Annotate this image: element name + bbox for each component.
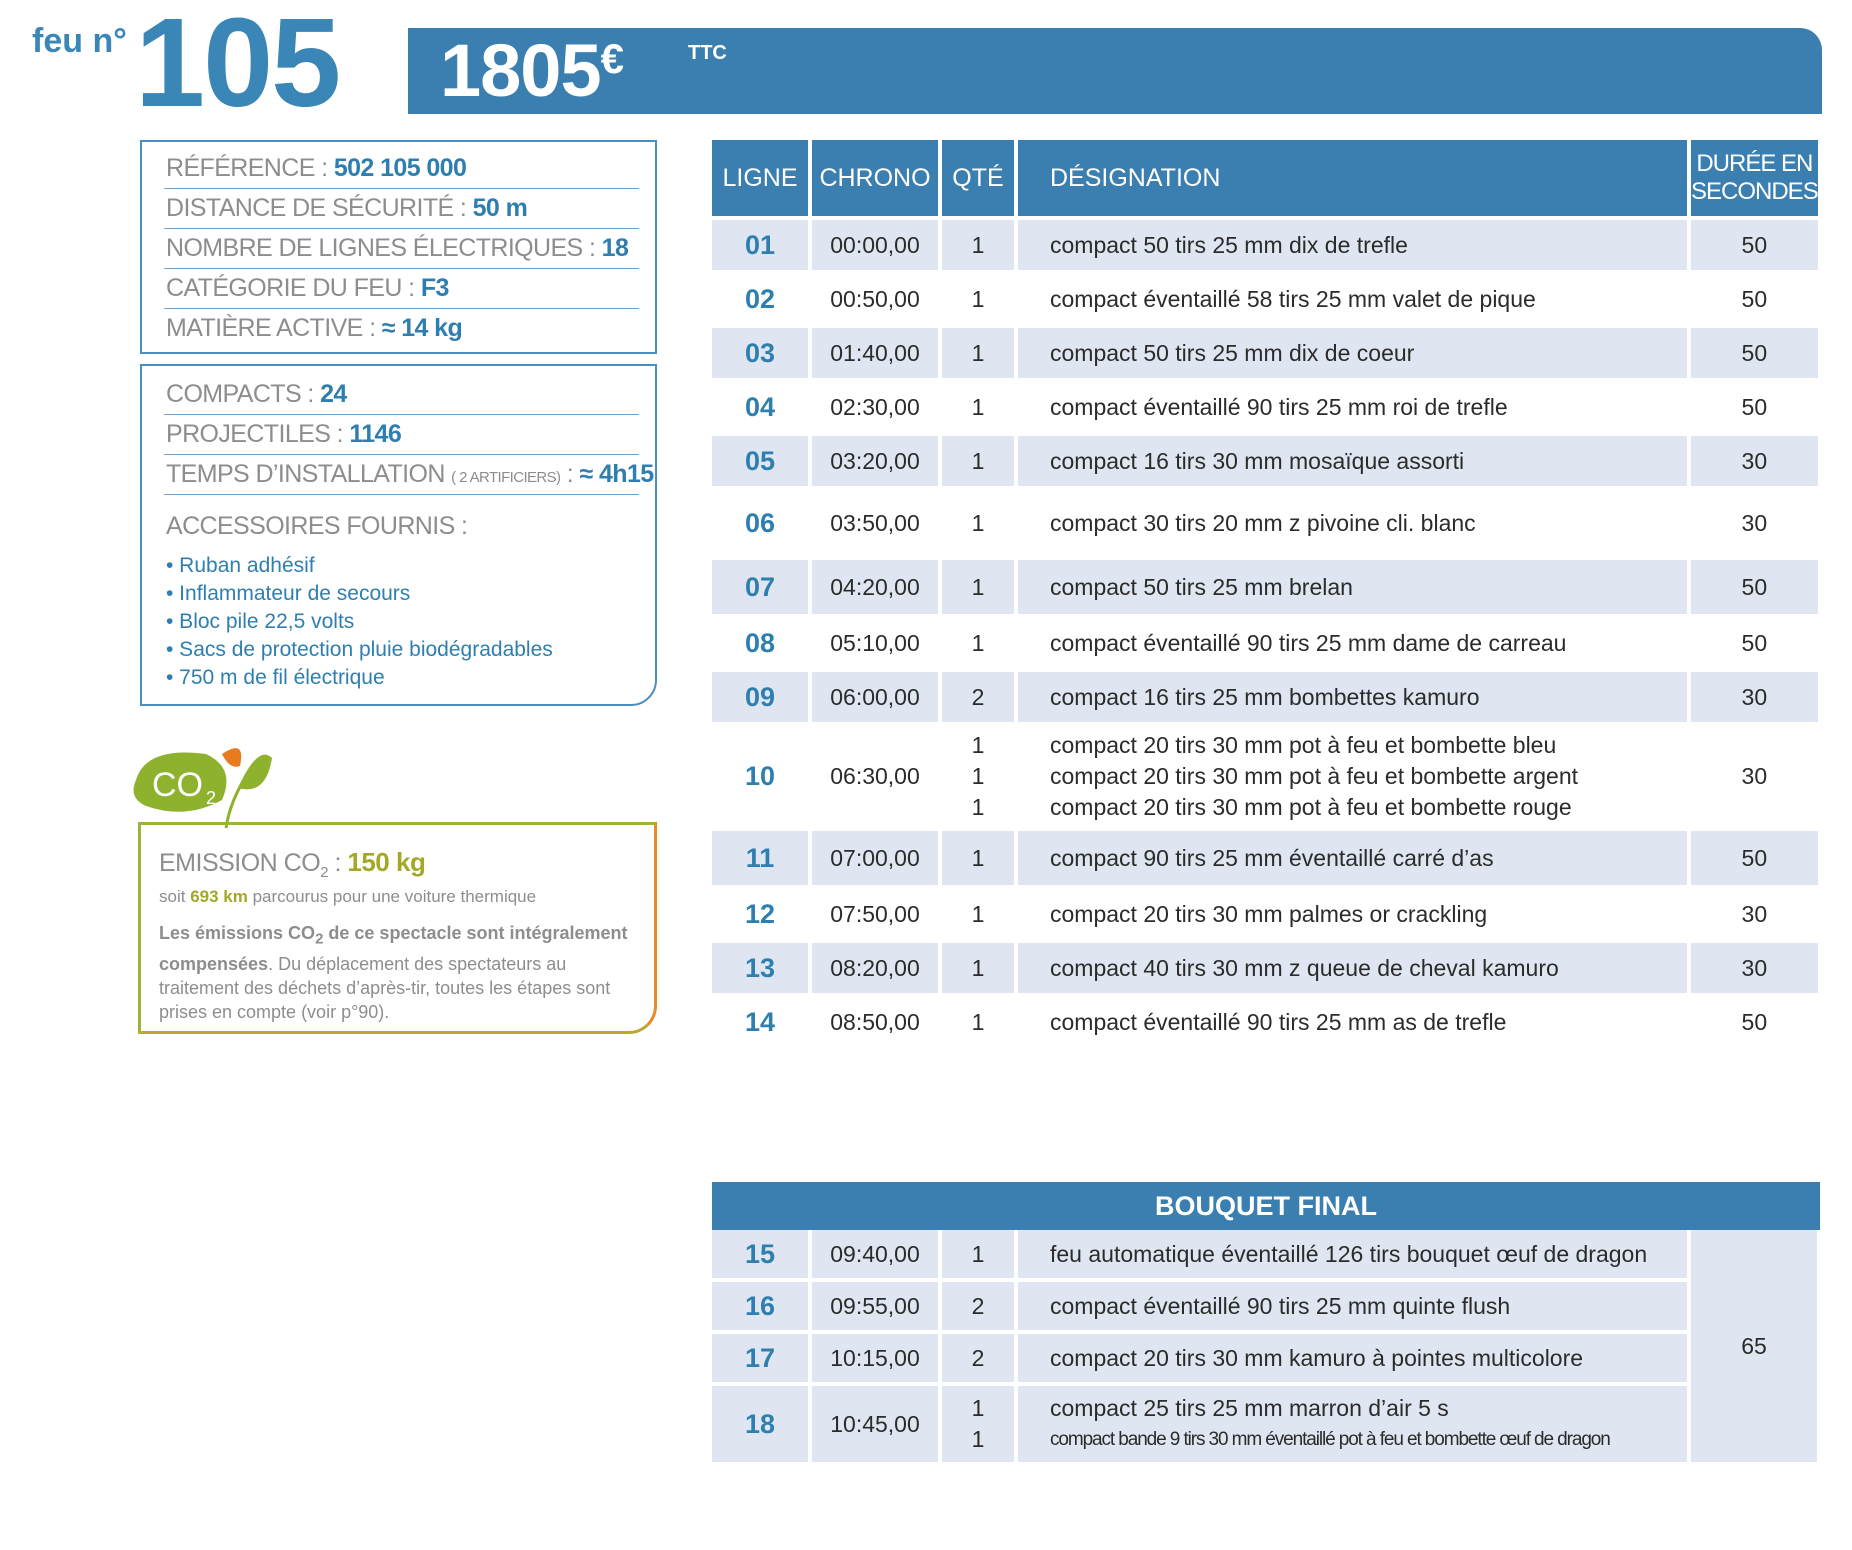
row-designation bbox=[1018, 1282, 1687, 1330]
projectiles-label: PROJECTILES : bbox=[166, 420, 350, 448]
accessory-item: • 750 m de fil électrique bbox=[166, 666, 385, 689]
cell-line: 1 bbox=[971, 509, 985, 536]
cell-line: 1 bbox=[971, 954, 985, 981]
table-row bbox=[712, 490, 1818, 556]
col-ligne: LIGNE bbox=[712, 140, 808, 216]
co2-emission-label: EMISSION CO bbox=[159, 849, 321, 877]
price-value: 1805 bbox=[440, 29, 601, 112]
row-qte bbox=[942, 889, 1014, 939]
row-designation bbox=[1018, 1386, 1687, 1462]
row-duree: 50 bbox=[1741, 393, 1768, 420]
row-ligne: 06 bbox=[744, 507, 776, 538]
row-chrono: 07:00,00 bbox=[812, 831, 938, 885]
matter-label: MATIÈRE ACTIVE : bbox=[166, 314, 382, 342]
compacts-label: COMPACTS : bbox=[166, 380, 321, 408]
bouquet-final-table bbox=[708, 1230, 1821, 1462]
row-chrono: 04:20,00 bbox=[812, 560, 938, 614]
row-duree: 50 bbox=[1691, 220, 1818, 270]
row-designation bbox=[1018, 382, 1687, 432]
co2-emission-value: 150 kg bbox=[347, 847, 426, 877]
cell-line: compact éventaillé 90 tirs 25 mm roi de trefle bbox=[1050, 393, 1508, 420]
install-value: ≈ 4h15 bbox=[579, 460, 654, 488]
cell-line: 1 bbox=[971, 900, 985, 927]
lines-label: NOMBRE DE LIGNES ÉLECTRIQUES : bbox=[166, 234, 602, 262]
row-qte bbox=[942, 1230, 1014, 1278]
row-ligne: 14 bbox=[744, 1006, 776, 1037]
row-chrono: 10:45,00 bbox=[812, 1386, 938, 1462]
row-ligne: 11 bbox=[712, 831, 808, 885]
co2-emission bbox=[159, 847, 425, 881]
row-chrono: 01:40,00 bbox=[812, 328, 938, 378]
row-qte bbox=[942, 831, 1014, 885]
co2-text-sub: 2 bbox=[315, 930, 324, 948]
row-qte bbox=[942, 997, 1014, 1047]
matter-row bbox=[166, 314, 641, 343]
cell-line: compact 90 tirs 25 mm éventaillé carré d’as bbox=[1050, 844, 1494, 871]
row-designation bbox=[1018, 618, 1687, 668]
price bbox=[440, 29, 623, 112]
row-duree: 50 bbox=[1691, 560, 1818, 614]
row-ligne: 07 bbox=[712, 560, 808, 614]
price-ttc: TTC bbox=[688, 42, 727, 64]
bouquet-final-body bbox=[712, 1230, 1817, 1462]
cell-line: 1 bbox=[971, 629, 985, 656]
table-row bbox=[712, 831, 1818, 885]
row-qte bbox=[942, 490, 1014, 556]
install-note: ( 2 ARTIFICIERS) bbox=[451, 469, 561, 486]
divider bbox=[164, 268, 639, 269]
accessory-item: • Ruban adhésif bbox=[166, 554, 315, 577]
row-duree: 30 bbox=[1741, 509, 1768, 536]
cell-line: 2 bbox=[971, 1344, 985, 1371]
row-ligne: 05 bbox=[712, 436, 808, 486]
col-duree-line1: DURÉE EN bbox=[1696, 150, 1813, 177]
row-ligne: 02 bbox=[744, 283, 776, 314]
row-duree: 50 bbox=[1691, 831, 1818, 885]
cell-line: 1 bbox=[971, 794, 985, 820]
table-row bbox=[712, 1334, 1817, 1382]
distance-label: DISTANCE DE SÉCURITÉ : bbox=[166, 194, 473, 222]
row-duree: 30 bbox=[1691, 436, 1818, 486]
cell-line: compact 20 tirs 30 mm pot à feu et bombette argent bbox=[1050, 763, 1579, 789]
row-qte bbox=[942, 328, 1014, 378]
row-chrono: 09:55,00 bbox=[812, 1282, 938, 1330]
cell-line: compact 30 tirs 20 mm z pivoine cli. blanc bbox=[1050, 509, 1476, 536]
divider bbox=[164, 228, 639, 229]
col-chrono: CHRONO bbox=[812, 140, 938, 216]
program-table bbox=[708, 140, 1822, 1047]
row-duree: 30 bbox=[1691, 672, 1818, 722]
category-value: F3 bbox=[420, 274, 449, 302]
row-designation bbox=[1018, 943, 1687, 993]
row-designation bbox=[1018, 1334, 1687, 1382]
table-row bbox=[712, 382, 1818, 432]
info-box bbox=[140, 140, 657, 354]
cell-line: 1 bbox=[971, 393, 985, 420]
row-designation bbox=[1018, 1230, 1687, 1278]
cell-line: 1 bbox=[971, 339, 985, 366]
cell-line: compact 20 tirs 30 mm kamuro à pointes multicolore bbox=[1050, 1344, 1584, 1371]
row-qte bbox=[942, 672, 1014, 722]
row-qte bbox=[942, 274, 1014, 324]
projectiles-value: 1146 bbox=[349, 420, 402, 448]
row-chrono: 02:30,00 bbox=[830, 393, 920, 420]
row-chrono: 00:50,00 bbox=[830, 285, 920, 312]
table-row bbox=[712, 220, 1818, 270]
feu-label: feu n° bbox=[32, 22, 127, 60]
co2-text-bold: Les émissions CO bbox=[159, 923, 316, 943]
co2-emission-sep: : bbox=[328, 849, 348, 877]
row-ligne: 12 bbox=[744, 898, 776, 929]
row-qte bbox=[942, 1386, 1014, 1462]
co2-logo-text: CO bbox=[152, 766, 203, 804]
co2-text-bold: de ce spectacle sont intégralement compensées bbox=[159, 923, 628, 974]
col-designation: DÉSIGNATION bbox=[1018, 140, 1687, 216]
row-duree: 50 bbox=[1741, 629, 1768, 656]
row-chrono: 06:30,00 bbox=[830, 763, 920, 789]
table-row bbox=[712, 1282, 1817, 1330]
table-header-row bbox=[712, 140, 1818, 216]
install-row bbox=[166, 460, 654, 489]
row-ligne: 08 bbox=[744, 627, 776, 658]
row-designation bbox=[1018, 328, 1687, 378]
row-ligne: 04 bbox=[744, 391, 776, 422]
row-qte bbox=[942, 726, 1014, 827]
row-duree: 30 bbox=[1741, 900, 1768, 927]
table-row bbox=[712, 328, 1818, 378]
install-label: TEMPS D’INSTALLATION bbox=[166, 460, 452, 488]
co2-emission-sub: 2 bbox=[320, 864, 329, 881]
row-qte bbox=[942, 618, 1014, 668]
co2-km-value: 693 km bbox=[190, 887, 248, 906]
row-chrono: 08:20,00 bbox=[812, 943, 938, 993]
row-qte bbox=[942, 220, 1014, 270]
cell-line: compact éventaillé 90 tirs 25 mm dame de carreau bbox=[1050, 629, 1567, 656]
table-row bbox=[712, 560, 1818, 614]
accessory-item: • Bloc pile 22,5 volts bbox=[166, 610, 355, 633]
row-qte bbox=[942, 560, 1014, 614]
cell-line: compact éventaillé 90 tirs 25 mm as de trefle bbox=[1050, 1008, 1507, 1035]
cell-line: 1 bbox=[971, 1240, 985, 1267]
feu-number: 105 bbox=[135, 0, 340, 133]
table-row bbox=[712, 618, 1818, 668]
distance-value: 50 m bbox=[472, 194, 528, 222]
matter-value: ≈ 14 kg bbox=[381, 314, 463, 342]
category-row bbox=[166, 274, 641, 303]
row-chrono: 07:50,00 bbox=[830, 900, 920, 927]
row-designation bbox=[1018, 490, 1687, 556]
cell-line: 1 bbox=[971, 1008, 985, 1035]
table-row bbox=[712, 672, 1818, 722]
cell-line: 1 bbox=[971, 285, 985, 312]
cell-line: 1 bbox=[971, 231, 985, 258]
divider bbox=[164, 494, 639, 495]
table-row bbox=[712, 436, 1818, 486]
row-duree: 50 bbox=[1741, 1008, 1768, 1035]
compacts-value: 24 bbox=[320, 380, 347, 408]
col-duree bbox=[1691, 140, 1818, 216]
row-designation bbox=[1018, 560, 1687, 614]
cell-line: compact 20 tirs 30 mm palmes or crackling bbox=[1050, 900, 1488, 927]
cell-line: 1 bbox=[971, 447, 985, 474]
row-chrono: 05:10,00 bbox=[830, 629, 920, 656]
divider bbox=[164, 414, 639, 415]
row-qte bbox=[942, 382, 1014, 432]
table-row bbox=[712, 274, 1818, 324]
row-qte bbox=[942, 436, 1014, 486]
row-qte bbox=[942, 1282, 1014, 1330]
row-ligne: 09 bbox=[712, 672, 808, 722]
cell-line: compact 50 tirs 25 mm brelan bbox=[1050, 573, 1353, 600]
co2-logo-sub: 2 bbox=[206, 788, 217, 808]
col-qte: QTÉ bbox=[942, 140, 1014, 216]
cell-line: compact éventaillé 90 tirs 25 mm quinte flush bbox=[1050, 1292, 1511, 1319]
row-duree: 50 bbox=[1691, 328, 1818, 378]
category-label: CATÉGORIE DU FEU : bbox=[166, 274, 421, 302]
cell-line: 1 bbox=[971, 573, 985, 600]
details-box bbox=[140, 364, 657, 706]
divider bbox=[164, 454, 639, 455]
accessories-title: ACCESSOIRES FOURNIS : bbox=[166, 512, 468, 540]
accessory-item: • Inflammateur de secours bbox=[166, 582, 411, 605]
row-designation bbox=[1018, 220, 1687, 270]
row-ligne: 10 bbox=[744, 761, 776, 791]
cell-line: 2 bbox=[971, 1292, 985, 1319]
row-ligne: 13 bbox=[712, 943, 808, 993]
row-designation bbox=[1018, 831, 1687, 885]
row-designation bbox=[1018, 889, 1687, 939]
row-ligne: 01 bbox=[712, 220, 808, 270]
cell-line: compact éventaillé 58 tirs 25 mm valet de pique bbox=[1050, 285, 1536, 312]
distance-row bbox=[166, 194, 641, 223]
reference-row bbox=[166, 154, 641, 183]
divider bbox=[164, 308, 639, 309]
row-chrono: 03:50,00 bbox=[830, 509, 920, 536]
row-ligne: 17 bbox=[712, 1334, 808, 1382]
compacts-row bbox=[166, 380, 641, 409]
row-qte bbox=[942, 943, 1014, 993]
row-ligne: 03 bbox=[712, 328, 808, 378]
cell-line: compact 50 tirs 25 mm dix de trefle bbox=[1050, 231, 1408, 258]
table-row bbox=[712, 889, 1818, 939]
row-duree: 30 bbox=[1741, 763, 1768, 789]
cell-line: 1 bbox=[971, 844, 985, 871]
cell-line: compact 20 tirs 30 mm pot à feu et bombette rouge bbox=[1050, 794, 1572, 820]
table-row bbox=[712, 726, 1818, 827]
table-row bbox=[712, 943, 1818, 993]
cell-line: compact 50 tirs 25 mm dix de coeur bbox=[1050, 339, 1415, 366]
row-ligne: 15 bbox=[712, 1230, 808, 1278]
row-designation bbox=[1018, 436, 1687, 486]
row-chrono: 03:20,00 bbox=[812, 436, 938, 486]
cell-line: compact bande 9 tirs 30 mm éventaillé pot à feu et bombette œuf de dragon bbox=[1050, 1429, 1610, 1450]
row-designation bbox=[1018, 274, 1687, 324]
cell-line: compact 20 tirs 30 mm pot à feu et bombette bleu bbox=[1050, 732, 1557, 758]
cell-line: 1 bbox=[971, 763, 985, 789]
co2-soit: soit bbox=[159, 887, 191, 906]
co2-leaf-icon bbox=[126, 740, 276, 830]
row-designation bbox=[1018, 726, 1687, 827]
row-chrono: 10:15,00 bbox=[812, 1334, 938, 1382]
co2-km-text: parcourus pour une voiture thermique bbox=[247, 887, 537, 906]
row-chrono: 09:40,00 bbox=[812, 1230, 938, 1278]
co2-text-rest: . Du déplacement des spectateurs au traitement des déchets d’après-tir, toutes les étapes sont prises en compte (voir p°90). bbox=[159, 953, 611, 1022]
cell-line: 1 bbox=[971, 1395, 985, 1421]
co2-description bbox=[159, 921, 629, 1024]
cell-line: compact 16 tirs 25 mm bombettes kamuro bbox=[1050, 683, 1480, 710]
final-duree: 65 bbox=[1691, 1230, 1817, 1462]
row-chrono: 06:00,00 bbox=[812, 672, 938, 722]
row-designation bbox=[1018, 997, 1687, 1047]
bouquet-final-title: BOUQUET FINAL bbox=[712, 1182, 1820, 1230]
lines-value: 18 bbox=[601, 234, 629, 262]
lines-row bbox=[166, 234, 641, 263]
accessory-item: • Sacs de protection pluie biodégradables bbox=[166, 638, 553, 661]
cell-line: feu automatique éventaillé 126 tirs bouquet œuf de dragon bbox=[1050, 1240, 1648, 1267]
co2-box bbox=[138, 822, 657, 1034]
reference-label: RÉFÉRENCE : bbox=[166, 154, 334, 182]
cell-line: 1 bbox=[971, 732, 985, 758]
row-qte bbox=[942, 1334, 1014, 1382]
cell-line: 2 bbox=[971, 683, 985, 710]
price-currency: € bbox=[600, 35, 623, 82]
table-row bbox=[712, 1386, 1817, 1462]
cell-line: 1 bbox=[971, 1426, 985, 1452]
cell-line: compact 16 tirs 30 mm mosaïque assorti bbox=[1050, 447, 1465, 474]
cell-line: compact 25 tirs 25 mm marron d’air 5 s bbox=[1050, 1395, 1449, 1421]
divider bbox=[164, 188, 639, 189]
row-duree: 50 bbox=[1741, 285, 1768, 312]
col-duree-line2: SECONDES bbox=[1691, 178, 1818, 205]
row-ligne: 16 bbox=[712, 1282, 808, 1330]
row-duree: 30 bbox=[1691, 943, 1818, 993]
co2-distance bbox=[159, 887, 536, 907]
program-table-body bbox=[712, 216, 1818, 1047]
reference-value: 502 105 000 bbox=[333, 154, 467, 182]
install-sep: : bbox=[560, 460, 580, 488]
projectiles-row bbox=[166, 420, 641, 449]
row-chrono: 00:00,00 bbox=[812, 220, 938, 270]
row-ligne: 18 bbox=[712, 1386, 808, 1462]
row-designation bbox=[1018, 672, 1687, 722]
table-row bbox=[712, 997, 1818, 1047]
cell-line: compact 40 tirs 30 mm z queue de cheval kamuro bbox=[1050, 954, 1559, 981]
table-row bbox=[712, 1230, 1817, 1278]
row-chrono: 08:50,00 bbox=[830, 1008, 920, 1035]
